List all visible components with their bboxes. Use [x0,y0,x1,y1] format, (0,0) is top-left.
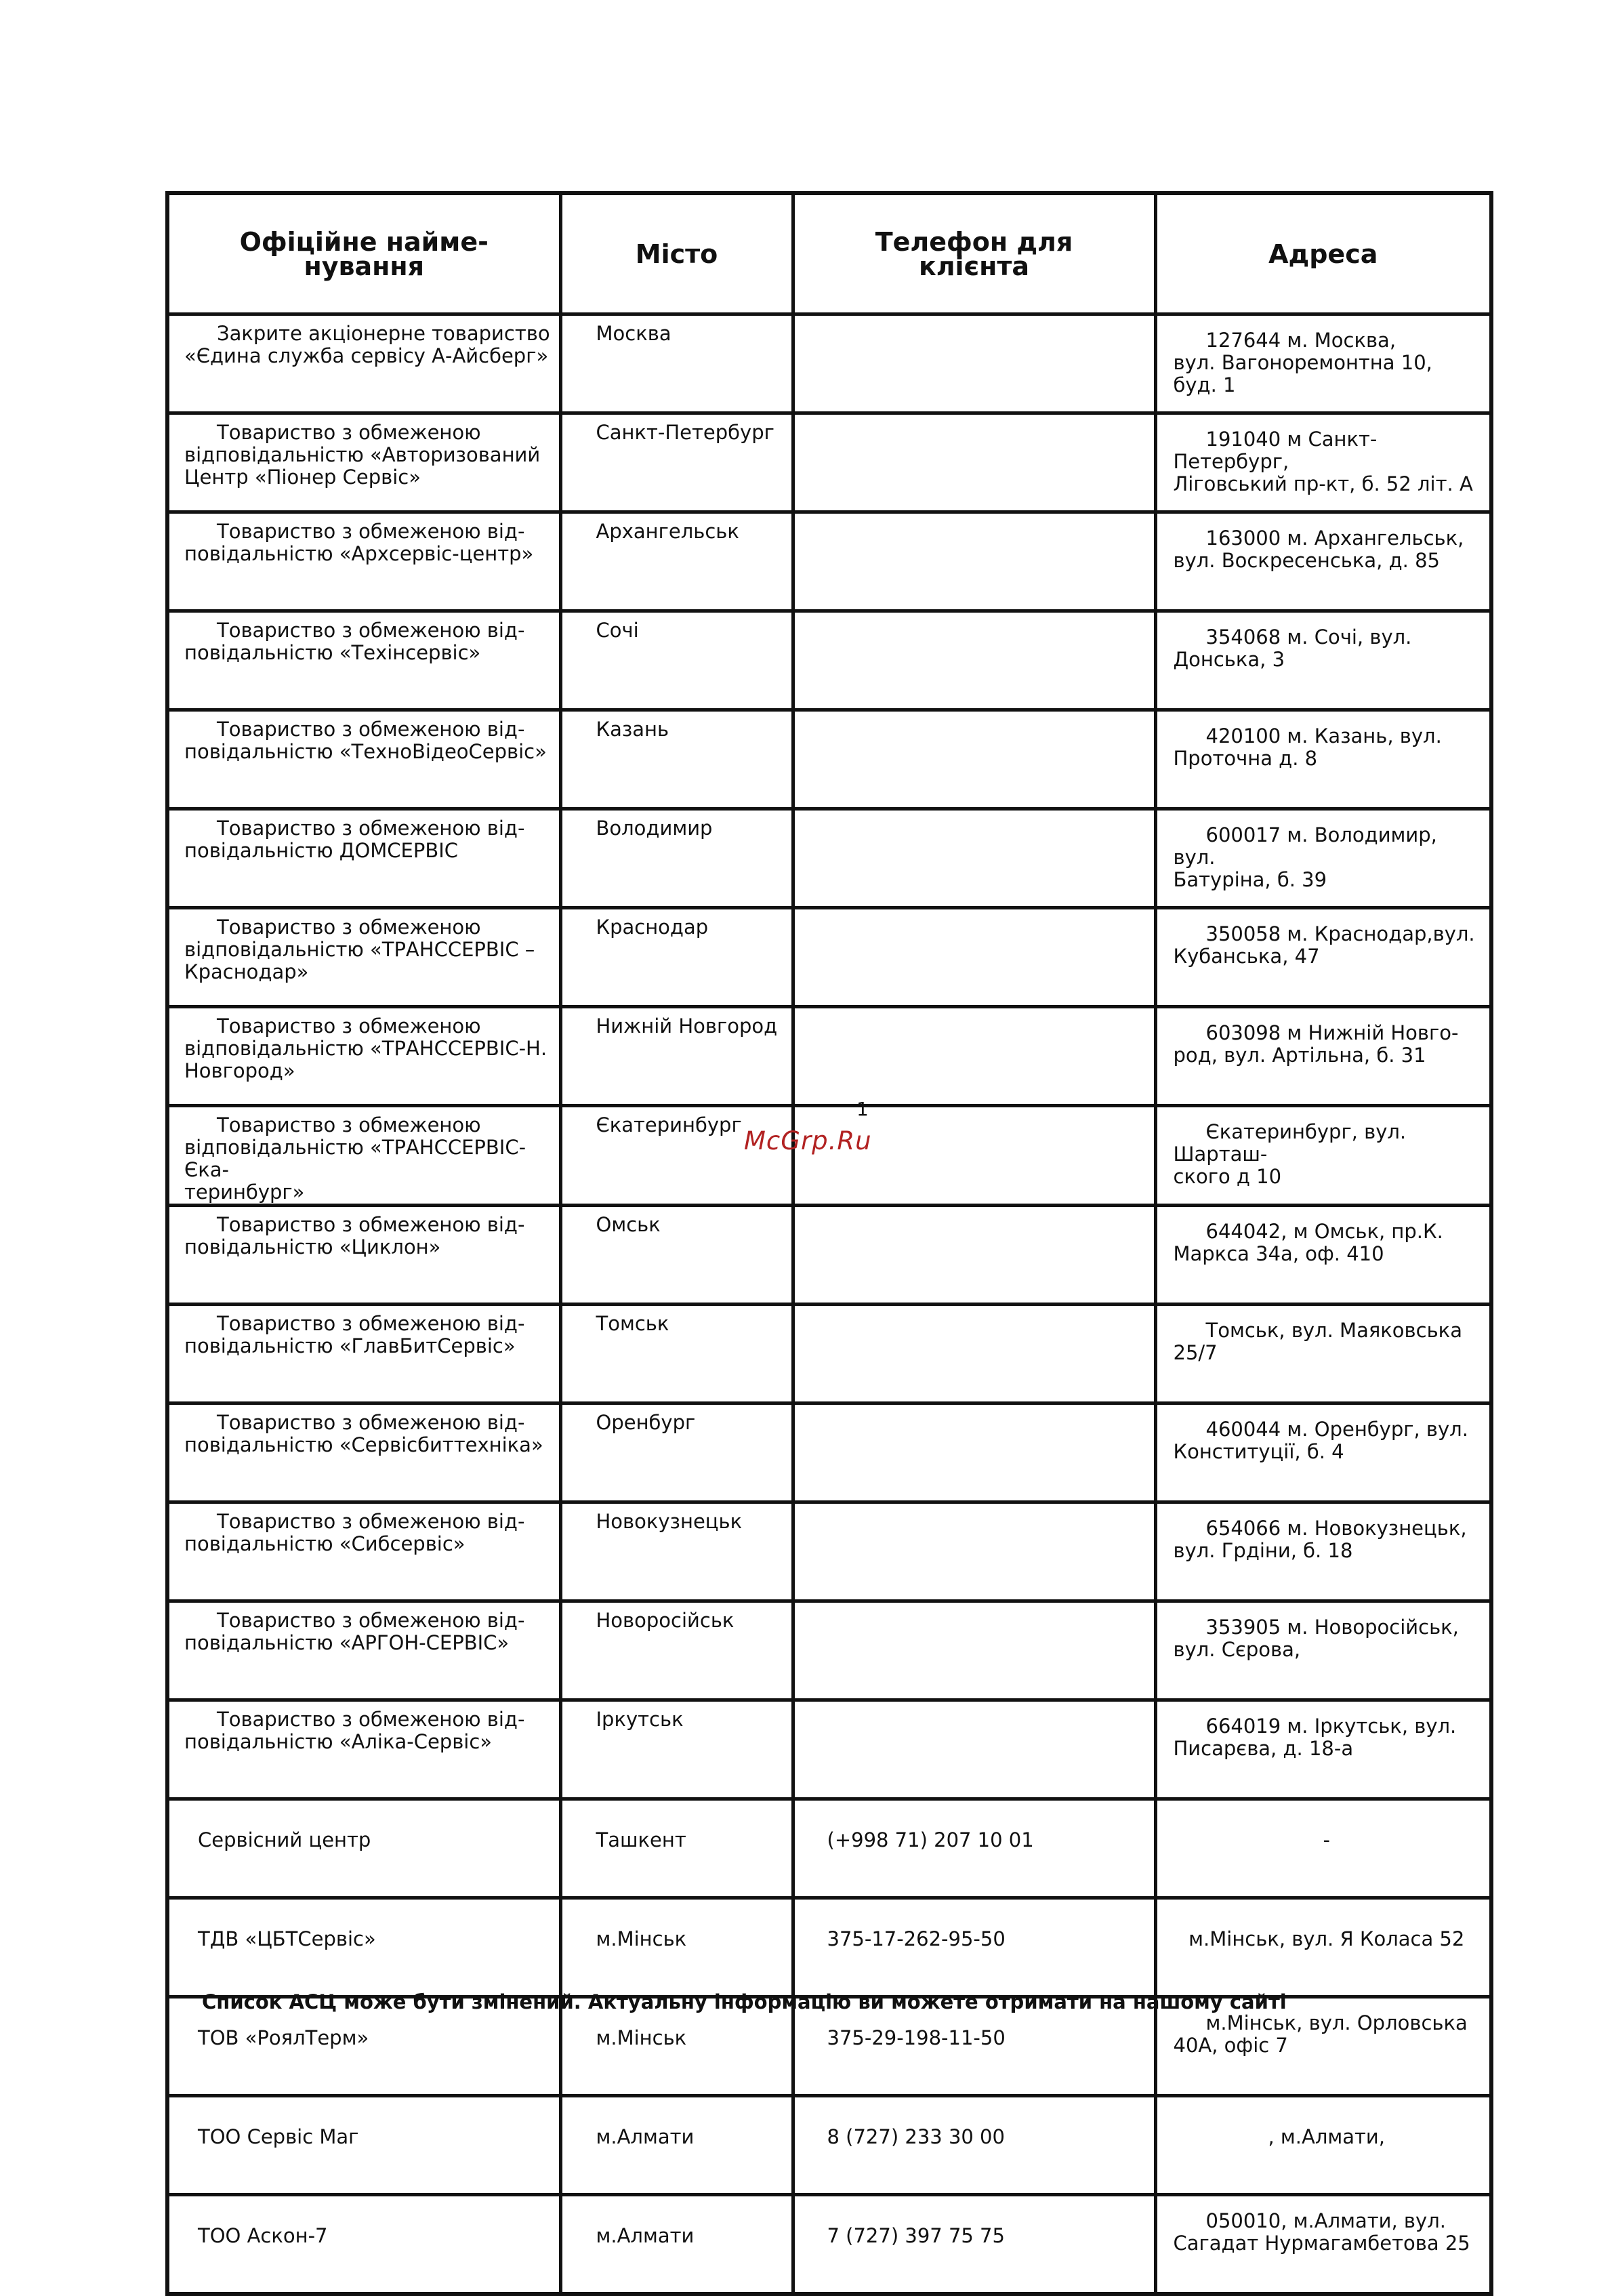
cell-address: 664019 м. Іркутськ, вул. Писарєва, д. 18-а [1155,1700,1491,1799]
table-row [167,2096,1491,2195]
cell-address: 350058 м. Краснодар,вул. Кубанська, 47 [1155,908,1491,1007]
cell-city: м.Мінськ [560,1898,793,1997]
table-row [167,1898,1491,1997]
cell-address: - [1155,1799,1491,1898]
cell-name: ТОВ «РоялТерм» [167,1997,560,2096]
cell-city: Володимир [560,809,793,908]
table-row [167,1106,1491,1206]
cell-name: Товариство з обмеженою від- повідальністю «Циклон» [167,1206,560,1305]
cell-name: ТОО Сервіс Маг [167,2096,560,2195]
cell-name: Закрите акціонерне товариство «Єдина служба сервісу А-Айсберг» [167,314,560,413]
cell-city: м.Мінськ [560,1997,793,2096]
table-row [167,1007,1491,1106]
cell-city: м.Алмати [560,2195,793,2295]
cell-phone [793,809,1155,908]
cell-city: Омськ [560,1206,793,1305]
cell-phone [793,314,1155,413]
cell-phone: (+998 71) 207 10 01 [793,1799,1155,1898]
watermark: McGrp.Ru [744,1126,872,1155]
cell-name: Товариство з обмеженою від- повідальністю «АРГОН-СЕРВІС» [167,1601,560,1700]
header-phone-text: Телефон для клієнта [875,226,1073,281]
table-row [167,2195,1491,2295]
cell-name: Товариство з обмеженою від- повідальністю «ТехноВідеоСервіс» [167,710,560,809]
cell-city: Ташкент [560,1799,793,1898]
cell-name: Товариство з обмеженою від- повідальністю ДОМСЕРВІС [167,809,560,908]
cell-city: Сочі [560,611,793,710]
cell-address: 353905 м. Новоросійськ, вул. Сєрова, [1155,1601,1491,1700]
cell-name: Товариство з обмеженою від- повідальністю «Аліка-Сервіс» [167,1700,560,1799]
service-centers-table [165,191,1493,2296]
cell-name: Товариство з обмеженою відповідальністю «ТРАНССЕРВІС-Н. Новгород» [167,1007,560,1106]
table-row [167,1403,1491,1502]
cell-city: Санкт-Петербург [560,413,793,512]
cell-address: 420100 м. Казань, вул. Проточна д. 8 [1155,710,1491,809]
cell-phone [793,611,1155,710]
table-row [167,314,1491,413]
cell-address: 654066 м. Новокузнецьк, вул. Грдіни, б. 18 [1155,1502,1491,1601]
cell-address: , м.Алмати, [1155,2096,1491,2195]
cell-phone [793,1305,1155,1403]
cell-phone: 375-17-262-95-50 [793,1898,1155,1997]
cell-city: Томськ [560,1305,793,1403]
cell-name: Товариство з обмеженою від- повідальністю «Сибсервіс» [167,1502,560,1601]
cell-phone [793,512,1155,611]
header-phone [793,193,1155,314]
cell-phone: 8 (727) 233 30 00 [793,2096,1155,2195]
header-address-text: Адреса [1268,239,1378,269]
cell-address: Єкатеринбург, вул. Шарташ- ского д 10 [1155,1106,1491,1206]
table-row [167,413,1491,512]
table-row [167,809,1491,908]
header-name-text: Офіційне найме- нування [239,226,489,281]
cell-name: Товариство з обмеженою від- повідальністю «Архсервіс-центр» [167,512,560,611]
table-row [167,1305,1491,1403]
cell-name: Товариство з обмеженою відповідальністю «ТРАНССЕРВІС – Краснодар» [167,908,560,1007]
table-row [167,908,1491,1007]
cell-phone [793,1502,1155,1601]
cell-address: 050010, м.Алмати, вул. Сагадат Нурмагамбетова 25 [1155,2195,1491,2295]
cell-phone [793,1007,1155,1106]
cell-address: 354068 м. Сочі, вул. Донська, 3 [1155,611,1491,710]
header-address [1155,193,1491,314]
cell-phone [793,1106,1155,1206]
cell-address: м.Мінськ, вул. Я Коласа 52 [1155,1898,1491,1997]
cell-city: Новокузнецьк [560,1502,793,1601]
cell-phone [793,1700,1155,1799]
table-row [167,1502,1491,1601]
cell-city: Архангельськ [560,512,793,611]
header-city-text: Місто [635,239,718,269]
cell-city: Казань [560,710,793,809]
cell-phone [793,710,1155,809]
cell-city: Нижній Новгород [560,1007,793,1106]
table-row [167,512,1491,611]
cell-name: Товариство з обмеженою від- повідальністю «ГлавБитСервіс» [167,1305,560,1403]
cell-address: 644042, м Омськ, пр.К. Маркса 34а, оф. 410 [1155,1206,1491,1305]
table-row [167,1700,1491,1799]
cell-phone: 375-29-198-11-50 [793,1997,1155,2096]
cell-phone [793,908,1155,1007]
cell-address: 191040 м Санкт-Петербург, Ліговський пр-кт, б. 52 літ. А [1155,413,1491,512]
cell-address: 600017 м. Володимир, вул. Батуріна, б. 39 [1155,809,1491,908]
cell-name: Товариство з обмеженою від- повідальністю «Техінсервіс» [167,611,560,710]
table-row [167,710,1491,809]
cell-address: 163000 м. Архангельськ, вул. Воскресенська, д. 85 [1155,512,1491,611]
cell-city: м.Алмати [560,2096,793,2195]
cell-phone [793,1403,1155,1502]
cell-address: 603098 м Нижній Новго- род, вул. Артільна, б. 31 [1155,1007,1491,1106]
cell-name: Сервісний центр [167,1799,560,1898]
footer-note: Список АСЦ може бути змінений. Актуальну інформацію ви можете отримати на нашому сайті [202,1990,1287,2013]
cell-city: Москва [560,314,793,413]
cell-name: Товариство з обмеженою відповідальністю «ТРАНССЕРВІС-Єка- теринбург» [167,1106,560,1206]
cell-city: Новоросійськ [560,1601,793,1700]
cell-phone [793,413,1155,512]
cell-city: Краснодар [560,908,793,1007]
cell-address: Томськ, вул. Маяковська 25/7 [1155,1305,1491,1403]
cell-city: Оренбург [560,1403,793,1502]
cell-phone [793,1601,1155,1700]
cell-name: ТДВ «ЦБТСервіс» [167,1898,560,1997]
table-row [167,1206,1491,1305]
cell-name: ТОО Аскон-7 [167,2195,560,2295]
page-number: 1 [856,1098,869,1120]
cell-city: Єкатеринбург [560,1106,793,1206]
cell-phone [793,1206,1155,1305]
table-row [167,1601,1491,1700]
cell-city: Іркутськ [560,1700,793,1799]
header-city [560,193,793,314]
cell-address: 127644 м. Москва, вул. Вагоноремонтна 10, буд. 1 [1155,314,1491,413]
cell-address: м.Мінськ, вул. Орловська 40А, офіс 7 [1155,1997,1491,2096]
cell-phone: 7 (727) 397 75 75 [793,2195,1155,2295]
table-header-row [167,193,1491,314]
cell-name: Товариство з обмеженою відповідальністю «Авторизований Центр «Піонер Сервіс» [167,413,560,512]
table-row [167,1799,1491,1898]
cell-address: 460044 м. Оренбург, вул. Конституції, б. 4 [1155,1403,1491,1502]
cell-name: Товариство з обмеженою від- повідальністю «Сервісбиттехніка» [167,1403,560,1502]
table-row [167,611,1491,710]
header-name [167,193,560,314]
